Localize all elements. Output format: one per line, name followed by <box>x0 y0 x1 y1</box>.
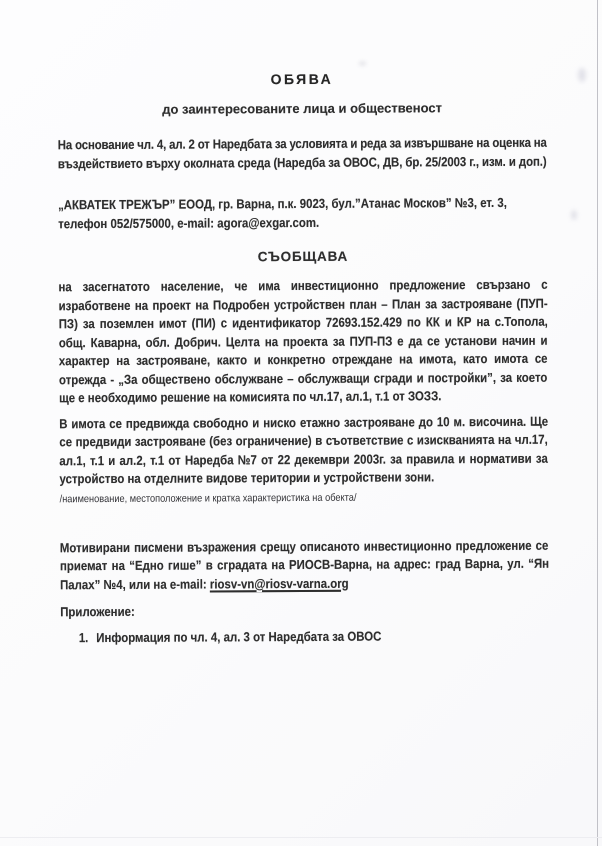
document-content <box>57 0 549 647</box>
text-line: приемат на “Едно гише” в сградата на РИОСВ-Варна, на адрес: град Варна, ул. “Ян <box>59 555 550 574</box>
text-line: телефон 052/575000, e-mail: agora@exgar.com. <box>58 214 320 231</box>
scan-artifact <box>571 210 577 220</box>
applicant-paragraph <box>58 194 547 234</box>
notice-title: ОБЯВА <box>270 70 334 88</box>
text-line: устройство на отделните видове територии и устройствени зони. <box>59 469 435 487</box>
text-line: ал.1, т.1 и ал.2, т.1 от Наредба №7 от 22 декември 2003г. за правила и нормативи за <box>59 450 548 468</box>
text-line <box>60 573 549 594</box>
text-line <box>60 626 549 647</box>
text-line: отрежда - „За обществено обслужване – обслужващи сгради и постройки”, за което <box>58 369 548 387</box>
notice-subtitle: до заинтересованите лица и общественост <box>162 100 442 117</box>
attachments-heading-block <box>60 601 549 622</box>
text-line: На основание чл. 4, ал. 2 от Наредбата за условията и реда за извършване на оценка на <box>57 134 547 153</box>
text-line: ПЗ) за поземлен имот (ПИ) с идентификатор 72693.152.429 по КК и КР на с.Топола, <box>58 313 548 332</box>
scan-artifact <box>578 68 586 82</box>
attachment-item-number: 1. <box>78 629 89 645</box>
text-line: /наименование, местоположение и кратка характеристика на обекта/ <box>59 491 357 505</box>
text-line: се предвиди застрояване (без ограничение) в съответствие с изискванията на чл.17, <box>59 431 548 450</box>
text-line: Мотивирани писмени възражения срещу описаното инвестиционно предложение се <box>59 537 549 555</box>
legal-basis-paragraph <box>58 134 547 174</box>
email-text: riosv-vn@riosv-varna.org <box>209 575 349 591</box>
scan-artifact <box>359 62 366 65</box>
scan-edge-bottom <box>0 837 602 838</box>
development-paragraph <box>59 412 548 489</box>
attachment-item <box>60 626 549 647</box>
email-line-prefix: Палах” №4, или на e-mail: <box>60 575 210 592</box>
attachments-heading: Приложение: <box>60 603 135 620</box>
text-line: характер на застрояване, както и конкретно отреждане на имота, като имота се <box>58 350 548 369</box>
text-line: изработвене на проект на Подробен устройствен план – План за застрояване (ПУП- <box>58 295 548 313</box>
announce-heading: СЪОБЩАВА <box>257 248 349 265</box>
text-line: общ. Каварна, обл. Добрич. Целта на проекта за ПУП-ПЗ е да се установи начин и <box>58 332 548 350</box>
text-line: въздействието върху околната среда (Наредба за ОВОС, ДВ, бр. 25/2003 г., изм. и доп.) <box>57 153 547 171</box>
text-line: на засегнатото население, че има инвестиционно предложение свързано с <box>58 276 548 295</box>
object-note <box>60 490 549 506</box>
text-line: „АКВАТЕК ТРЕЖЪР” ЕООД, гр. Варна, п.к. 9023, бул.”Атанас Москов” №3, ет. 3, <box>58 194 507 213</box>
text-line: ще е необходимо решение на комисията по чл.17, ал.1, т.1 от ЗОЗЗ. <box>59 388 442 406</box>
proposal-paragraph <box>58 276 547 408</box>
text-line: В имота се предвижда свободно и ниско етажно застрояване до 10 м. височина. Ще <box>59 413 549 431</box>
attachment-item-text: Информация по чл. 4, ал. 3 от Наредбата за ОВОС <box>96 628 382 645</box>
objections-paragraph <box>60 536 549 594</box>
scan-edge-right <box>597 0 598 846</box>
